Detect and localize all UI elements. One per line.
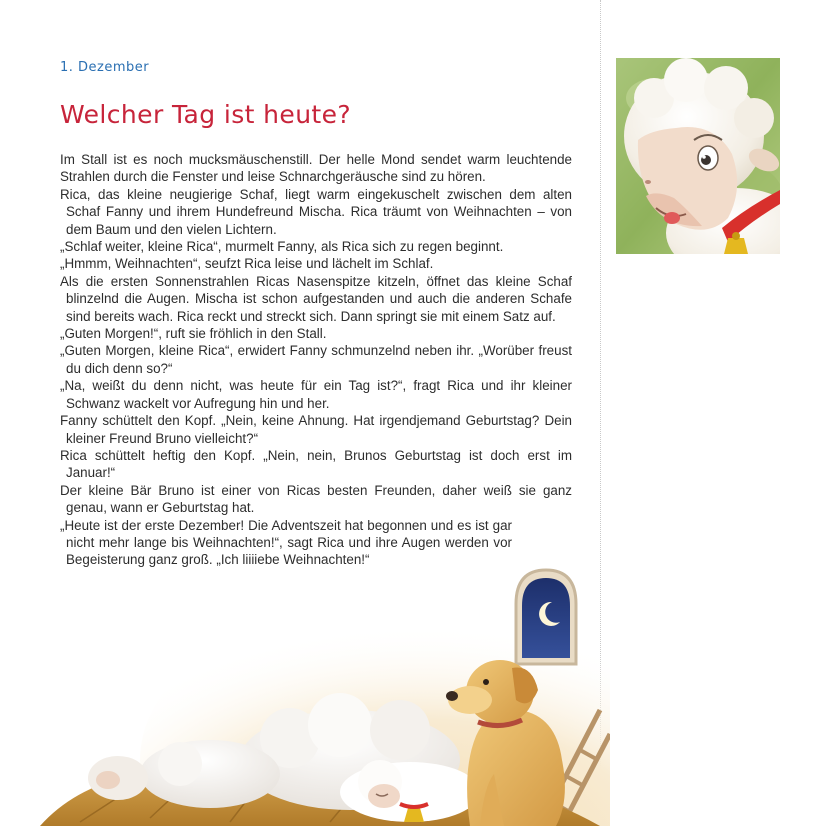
chapter-date: 1. Dezember bbox=[60, 60, 150, 75]
barn-scene-illustration bbox=[0, 560, 610, 826]
story-text bbox=[60, 151, 572, 569]
story-paragraph: „Guten Morgen!“, ruft sie fröhlich in den Stall. bbox=[60, 326, 327, 342]
story-paragraph: „Schlaf weiter, kleine Rica“, murmelt Fanny, als Rica sich zu regen beginnt. bbox=[60, 239, 504, 255]
story-paragraph: Der kleine Bär Bruno ist einer von Ricas besten Freunden, daher weiß sie ganz genau, wann er Geburtstag hat. bbox=[60, 482, 572, 516]
story-paragraph: Rica schüttelt heftig den Kopf. „Nein, nein, Brunos Geburtstag ist doch erst im Januar!“ bbox=[60, 447, 572, 481]
story-paragraph: „Hmmm, Weihnachten“, seufzt Rica leise und lächelt im Schlaf. bbox=[60, 256, 434, 272]
story-paragraph: „Na, weißt du denn nicht, was heute für ein Tag ist?“, fragt Rica und ihr kleiner Schwanz wackelt vor Aufregung hin und her. bbox=[60, 378, 572, 411]
story-paragraph: „Heute ist der erste Dezember! Die Adventszeit hat begonnen und es ist gar nicht mehr lange bis Weihnachten!“, sagt Rica und ihre Augen werden vor Begeisterung ganz groß. „Ich liiiiebe Weihnachten!“ bbox=[60, 517, 512, 568]
chapter-title: Welcher Tag ist heute? bbox=[60, 100, 352, 129]
story-paragraph: „Guten Morgen, kleine Rica“, erwidert Fanny schmunzelnd neben ihr. „Worüber freust du dich denn so?“ bbox=[60, 343, 572, 376]
story-paragraph: Rica, das kleine neugierige Schaf, liegt warm eingekuschelt zwischen dem alten Schaf Fanny und ihrem Hundefreund Mischa. Rica träumt von Weihnachten – von dem Baum und den vielen Lichtern. bbox=[60, 186, 572, 237]
story-paragraph: Im Stall ist es noch mucksmäuschenstill. Der helle Mond sendet warm leuchtende Strahlen durch die Fenster und leise Schnarchgeräusche sind zu hören. bbox=[60, 152, 572, 185]
story-paragraph: Als die ersten Sonnenstrahlen Ricas Nasenspitze kitzeln, öffnet das kleine Schaf blinzelnd die Augen. Mischa ist schon aufgestanden und auch die anderen Schafe sind bereits wach. Rica reckt und streckt sich. Dann springt sie mit einem Satz auf. bbox=[60, 273, 572, 324]
story-paragraph: Fanny schüttelt den Kopf. „Nein, keine Ahnung. Hat irgendjemand Geburtstag? Dein kleiner Freund Bruno vielleicht?“ bbox=[60, 413, 572, 446]
sheep-portrait-illustration bbox=[616, 58, 780, 254]
